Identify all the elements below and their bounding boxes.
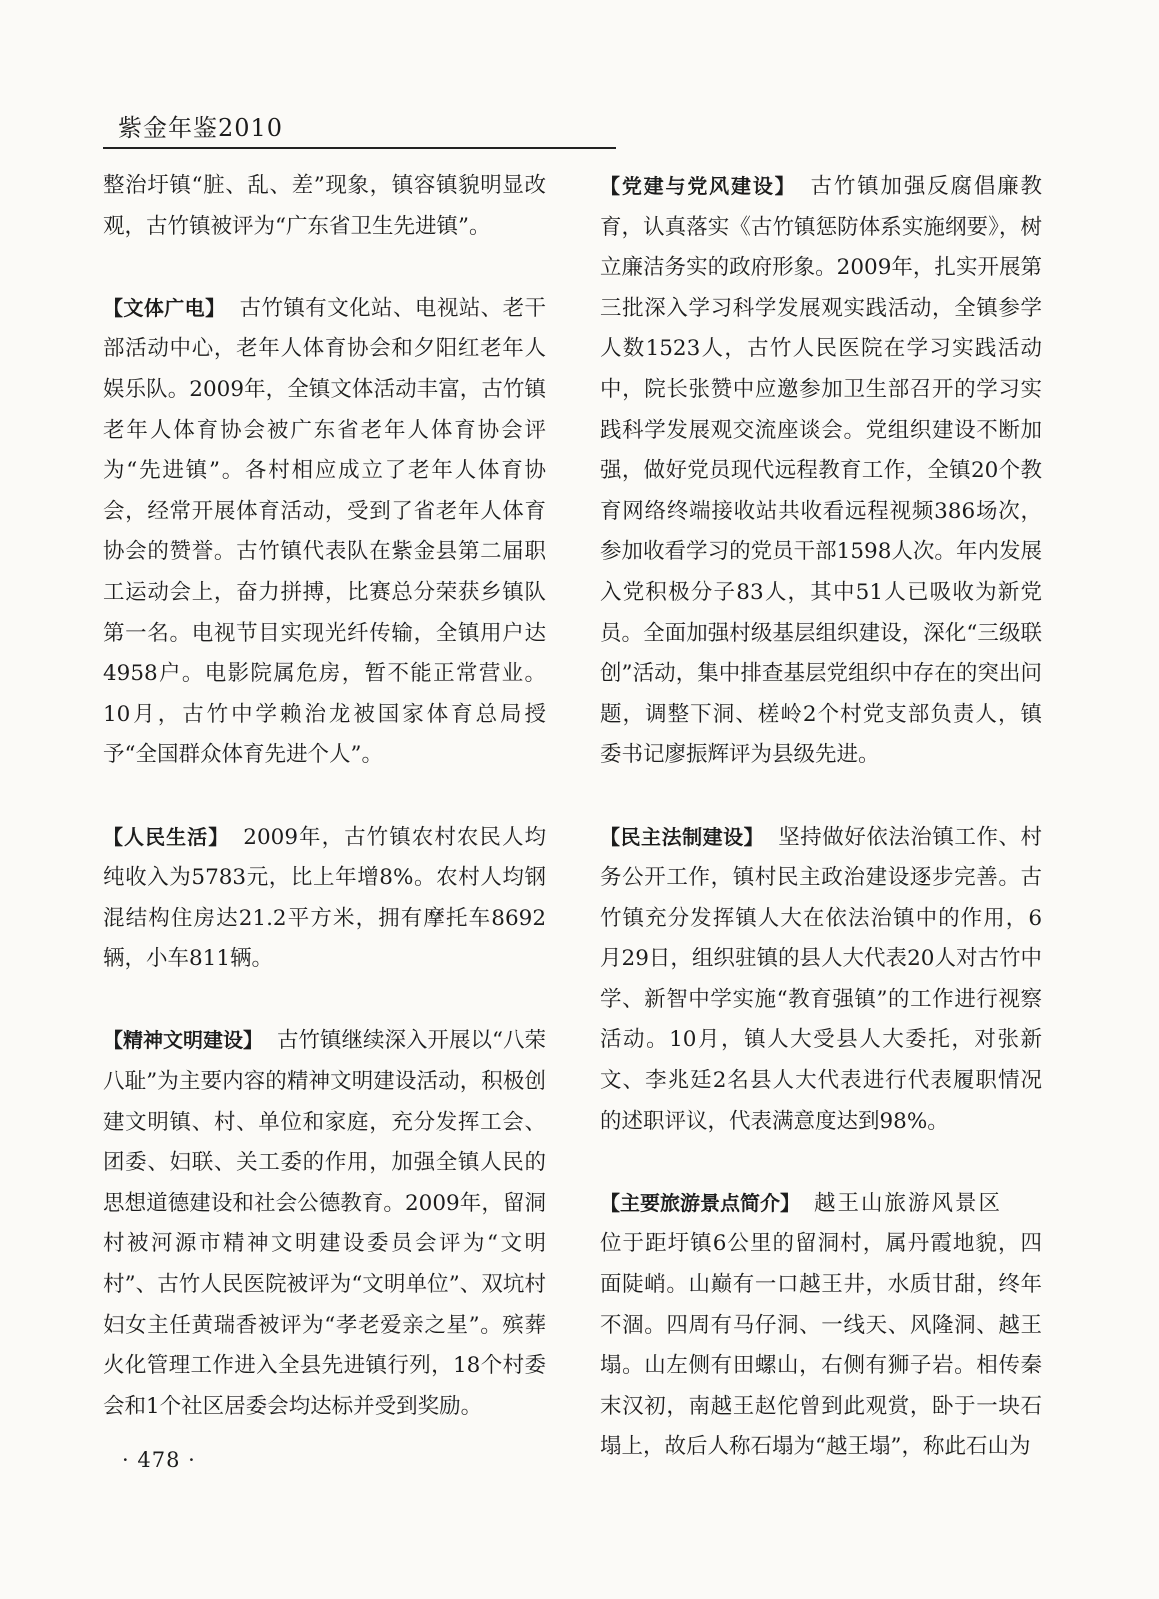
left-column: [103, 166, 546, 1427]
section-heading: 【主要旅游景点简介】: [600, 1190, 800, 1215]
section-text: 古竹镇继续深入开展以“八荣八耻”为主要内容的精神文明建设活动，积极创建文明镇、村、单位和家庭，充分发挥工会、团委、妇联、关工委的作用，加强全镇人民的思想道德建设和社会公德教育。2009年，留洞村被河源市精神文明建设委员会评为“文明村”、古竹人民医院被评为“文明单位”、双坑村妇女主任黄瑞香被评为“孝老爱亲之星”。殡葬火化管理工作进入全县先进镇行列，18个村委会和1个社区居委会均达标并受到奖励。: [103, 1028, 546, 1419]
paragraph-gap: [103, 980, 546, 1021]
section-text: 2009年，古竹镇农村农民人均纯收入为5783元，比上年增8%。农村人均钢混结构住房达21.2平方米，拥有摩托车8692辆，小车811辆。: [103, 824, 547, 972]
section-party-building: [600, 166, 1042, 776]
section-culture-sports: [103, 288, 546, 776]
section-heading: 【文体广电】: [103, 295, 226, 320]
section-text: 位于距圩镇6公里的留洞村，属丹霞地貌，四面陡峭。山巅有一口越王井，水质甘甜，终年不涸。四周有马仔洞、一线天、风隆洞、越王塌。山左侧有田螺山，右侧有狮子岩。相传秦末汉初，南越王赵佗曾到此观赏，卧于一块石塌上，故后人称石塌为“越王塌”，称此石山为: [600, 1231, 1042, 1460]
section-tourism: [600, 1183, 1042, 1468]
section-heading: 【人民生活】: [103, 824, 230, 849]
page-number: · 478 ·: [122, 1448, 196, 1472]
section-people-life: [103, 817, 546, 980]
section-subheading: 越王山旅游风景区: [814, 1190, 1003, 1216]
paragraph-gap: [600, 1142, 1042, 1183]
paragraph-gap: [103, 776, 546, 817]
section-text: 坚持做好依法治镇工作、村务公开工作，镇村民主政治建设逐步完善。古竹镇充分发挥镇人大在依法治镇中的作用，6月29日，组织驻镇的县人大代表20人对古竹中学、新智中学实施“教育强镇”的工作进行视察活动。10月，镇人大受县人大委托，对张新文、李兆廷2名县人大代表进行代表履职情况的述职评议，代表满意度达到98%。: [600, 824, 1043, 1134]
section-text: 古竹镇加强反腐倡廉教育，认真落实《古竹镇惩防体系实施纲要》，树立廉洁务实的政府形象。2009年，扎实开展第三批深入学习科学发展观实践活动，全镇参学人数1523人，古竹人民医院在学习实践活动中，院长张赞中应邀参加卫生部召开的学习实践科学发展观交流座谈会。党组织建设不断加强，做好党员现代远程教育工作，全镇20个教育网络终端接收站共收看远程视频386场次，参加收看学习的党员干部1598人次。年内发展入党积极分子83人，其中51人已吸收为新党员。全面加强村级基层组织建设，深化“三级联创”活动，集中排查基层党组织中存在的突出问题，调整下洞、槎岭2个村党支部负责人，镇委书记廖振辉评为县级先进。: [600, 174, 1042, 768]
header-rule: [103, 147, 616, 149]
section-heading: 【精神文明建设】: [103, 1028, 263, 1053]
paragraph-continuation: 整治圩镇“脏、乱、差”现象，镇容镇貌明显改观，古竹镇被评为“广东省卫生先进镇”。: [103, 173, 546, 239]
paragraph-gap: [600, 776, 1042, 817]
section-spiritual-civilization: [103, 1020, 546, 1427]
paragraph-gap: [103, 247, 546, 288]
section-heading: 【民主法制建设】: [600, 824, 765, 849]
section-text: 古竹镇有文化站、电视站、老干部活动中心，老年人体育协会和夕阳红老年人娱乐队。2009年，全镇文体活动丰富，古竹镇老年人体育协会被广东省老年人体育协会评为“先进镇”。各村相应成立了老年人体育协会，经常开展体育活动，受到了省老年人体育协会的赞誉。古竹镇代表队在紫金县第二届职工运动会上，奋力拼搏，比赛总分荣获乡镇队第一名。电视节目实现光纤传输，全镇用户达4958户。电影院属危房，暂不能正常营业。10月，古竹中学赖治龙被国家体育总局授予“全国群众体育先进个人”。: [103, 295, 546, 768]
section-democracy-law: [600, 817, 1042, 1143]
running-header: 紫金年鉴2010: [118, 114, 284, 142]
right-column: [600, 166, 1042, 1468]
section-heading: 【党建与党风建设】: [600, 174, 797, 198]
